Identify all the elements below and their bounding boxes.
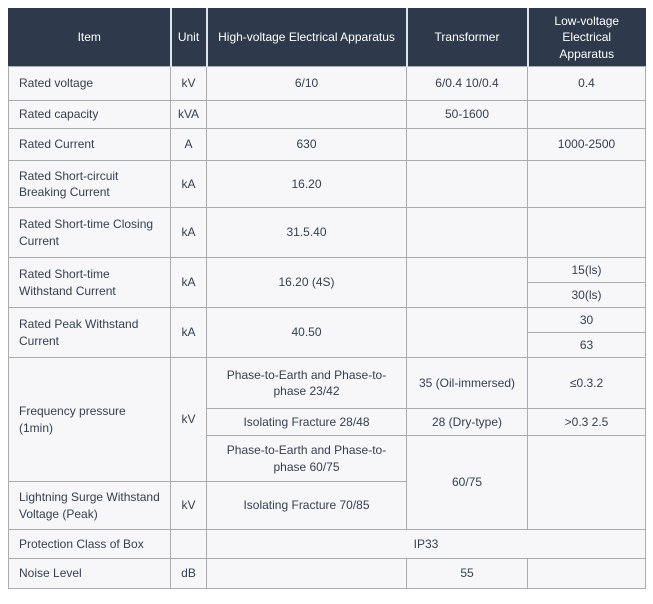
row-short-circuit-breaking: [9, 161, 646, 208]
row-frequency-pressure-a: [9, 358, 646, 409]
frequency-pressure-high-voltage-2: Isolating Fracture 28/48: [207, 409, 407, 436]
short-time-withstand-low-voltage-bottom: 30(ls): [528, 283, 646, 308]
col-header-low-voltage: Low-voltage Electrical Apparatus: [528, 9, 646, 67]
protection-class-item: Protection Class of Box: [9, 530, 171, 559]
frequency-pressure-unit: kV: [171, 358, 207, 482]
peak-withstand-transformer: [407, 308, 528, 358]
short-circuit-breaking-transformer: [407, 161, 528, 208]
short-time-closing-unit: kA: [171, 208, 207, 258]
rated-current-low-voltage: 1000-2500: [528, 129, 646, 161]
short-circuit-breaking-item: Rated Short-circuit Breaking Current: [9, 161, 171, 208]
noise-level-unit: dB: [171, 559, 207, 589]
short-time-closing-item: Rated Short-time Closing Current: [9, 208, 171, 258]
lightning-surge-unit: kV: [171, 482, 207, 530]
short-circuit-breaking-unit: kA: [171, 161, 207, 208]
noise-level-transformer: 55: [407, 559, 528, 589]
lightning-surge-high-voltage: Isolating Fracture 70/85: [207, 482, 407, 530]
peak-withstand-low-voltage-top: 30: [528, 308, 646, 333]
short-time-closing-high-voltage: 31.5.40: [207, 208, 407, 258]
rated-voltage-item: Rated voltage: [9, 67, 171, 101]
header-row: [9, 9, 646, 67]
col-header-transformer: Transformer: [407, 9, 528, 67]
noise-level-low-voltage: [528, 559, 646, 589]
rated-current-transformer: [407, 129, 528, 161]
short-time-closing-low-voltage: [528, 208, 646, 258]
row-rated-current: [9, 129, 646, 161]
row-rated-capacity: [9, 101, 646, 129]
short-time-withstand-high-voltage: 16.20 (4S): [207, 258, 407, 308]
transformer-merged-60-75: 60/75: [407, 436, 528, 530]
rated-capacity-unit: kVA: [171, 101, 207, 129]
col-header-unit: Unit: [171, 9, 207, 67]
short-time-withstand-transformer: [407, 258, 528, 308]
row-peak-withstand-a: [9, 308, 646, 333]
rated-voltage-transformer: 6/0.4 10/0.4: [407, 67, 528, 101]
protection-class-value: IP33: [207, 530, 646, 559]
short-circuit-breaking-high-voltage: 16.20: [207, 161, 407, 208]
frequency-pressure-transformer-1: 35 (Oil-immersed): [407, 358, 528, 409]
frequency-pressure-high-voltage-3: Phase-to-Earth and Phase-to-phase 60/75: [207, 436, 407, 482]
row-short-time-closing: [9, 208, 646, 258]
noise-level-high-voltage: [207, 559, 407, 589]
peak-withstand-item: Rated Peak Withstand Current: [9, 308, 171, 358]
protection-class-unit: [171, 530, 207, 559]
spec-table: [8, 8, 646, 589]
short-time-withstand-item: Rated Short-time Withstand Current: [9, 258, 171, 308]
frequency-pressure-transformer-2: 28 (Dry-type): [407, 409, 528, 436]
rated-current-high-voltage: 630: [207, 129, 407, 161]
rated-voltage-low-voltage: 0.4: [528, 67, 646, 101]
row-short-time-withstand-a: [9, 258, 646, 283]
rated-capacity-item: Rated capacity: [9, 101, 171, 129]
peak-withstand-unit: kA: [171, 308, 207, 358]
low-voltage-merged-empty: [528, 436, 646, 530]
peak-withstand-low-voltage-bottom: 63: [528, 333, 646, 358]
rated-capacity-high-voltage: [207, 101, 407, 129]
noise-level-item: Noise Level: [9, 559, 171, 589]
frequency-pressure-high-voltage-1: Phase-to-Earth and Phase-to-phase 23/42: [207, 358, 407, 409]
rated-voltage-high-voltage: 6/10: [207, 67, 407, 101]
frequency-pressure-low-voltage-2: >0.3 2.5: [528, 409, 646, 436]
row-rated-voltage: [9, 67, 646, 101]
col-header-item: Item: [9, 9, 171, 67]
frequency-pressure-item: Frequency pressure (1min): [9, 358, 171, 482]
short-time-withstand-low-voltage-top: 15(ls): [528, 258, 646, 283]
rated-voltage-unit: kV: [171, 67, 207, 101]
short-time-withstand-unit: kA: [171, 258, 207, 308]
row-protection-class: [9, 530, 646, 559]
row-noise-level: [9, 559, 646, 589]
short-circuit-breaking-low-voltage: [528, 161, 646, 208]
rated-current-unit: A: [171, 129, 207, 161]
col-header-high-voltage: High-voltage Electrical Apparatus: [207, 9, 407, 67]
lightning-surge-item: Lightning Surge Withstand Voltage (Peak): [9, 482, 171, 530]
rated-capacity-low-voltage: [528, 101, 646, 129]
rated-current-item: Rated Current: [9, 129, 171, 161]
frequency-pressure-low-voltage-1: ≤0.3.2: [528, 358, 646, 409]
peak-withstand-high-voltage: 40.50: [207, 308, 407, 358]
rated-capacity-transformer: 50-1600: [407, 101, 528, 129]
short-time-closing-transformer: [407, 208, 528, 258]
